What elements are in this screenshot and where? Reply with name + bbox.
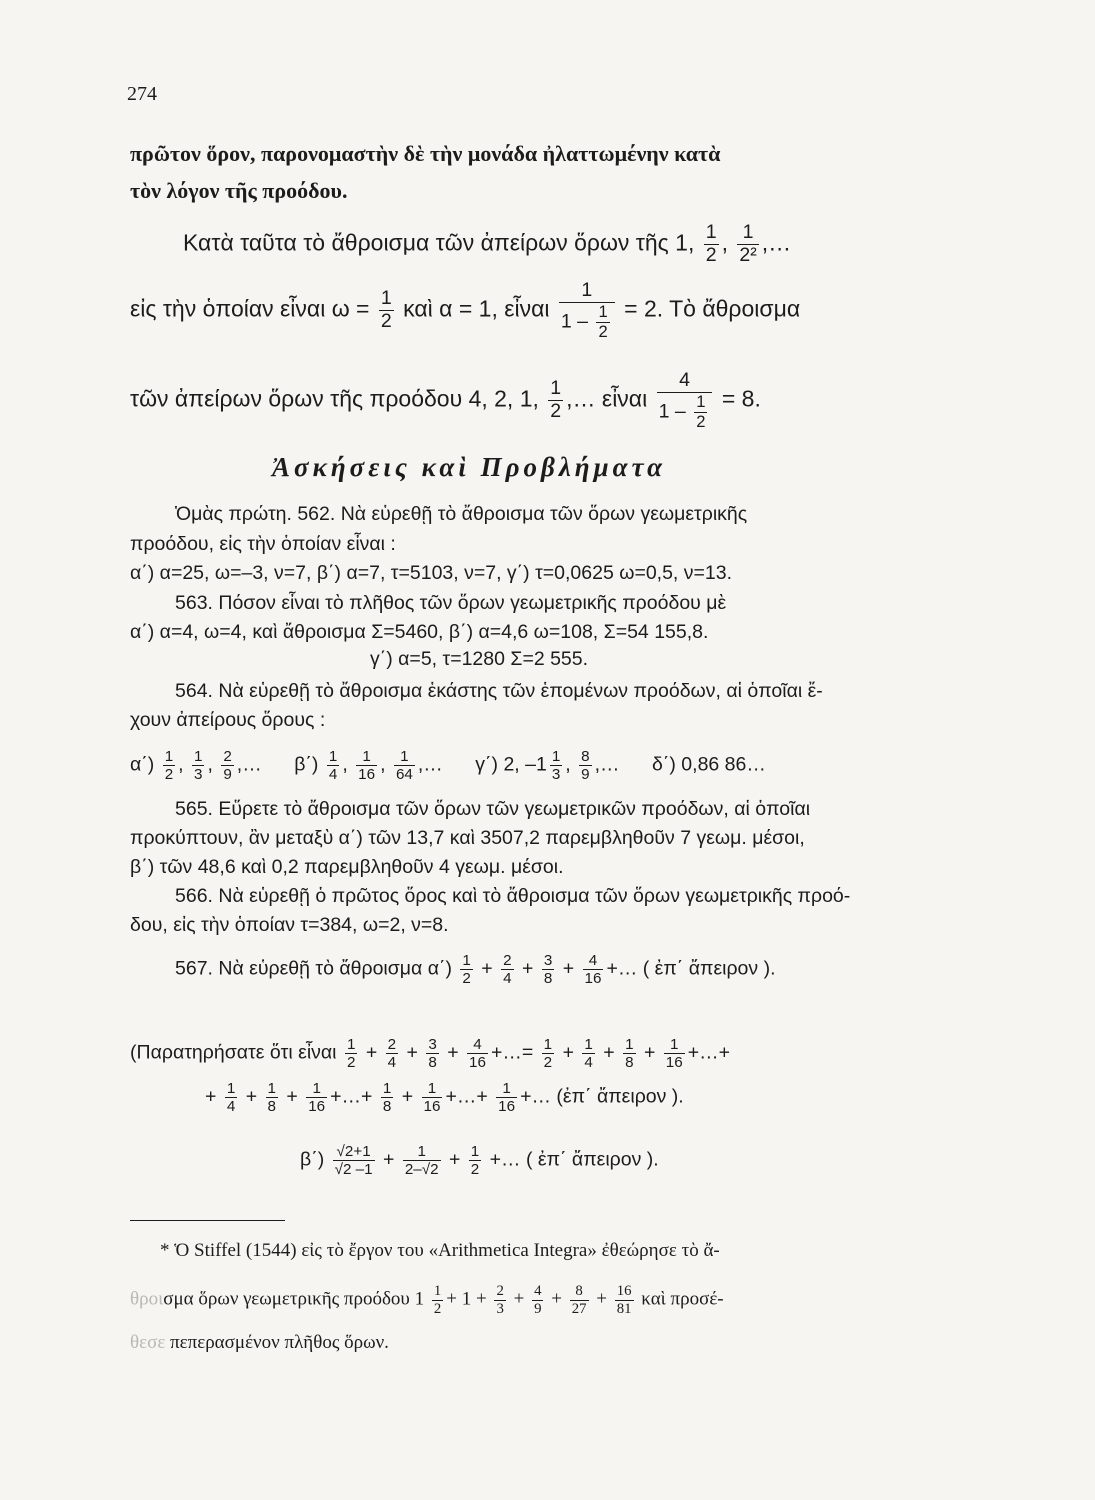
fraction-one-half: $\frac{1}{2}$: [705, 221, 717, 266]
fraction: $\frac{2}{4}$: [503, 952, 512, 988]
footnote-line-1: * Ὁ Stiffel (1544) εἰς τὸ ἔργον του «Arithmetica Integra» ἐθεώρησε τὸ ἄ-: [160, 1240, 720, 1261]
fraction-sum-formula: 4 1 – $\frac{1}{2}$: [657, 370, 713, 431]
fraction: $\frac{1}{64}$: [395, 748, 413, 784]
fraction: $\frac{4}{16}$: [469, 1036, 486, 1072]
fraction: $\frac{1}{16}$: [423, 1080, 441, 1116]
fraction: $\frac{1}{2}$: [164, 748, 174, 784]
exercise-567-line-2: (Παρατηρήσατε ὅτι εἶναι $\frac{1}{2}$ + $\frac{2}{4}$ + $\frac{3}{8}$ + $\frac{4}{16}$ +…= $\frac{1}{2}$ + $\frac{1}{4}$ + $\frac{1}{8}$ + $\frac{1}{16}$ +…+: [130, 1036, 730, 1072]
fraction: $\frac{8}{27}$: [571, 1283, 587, 1317]
exercise-564-series: α΄) $\frac{1}{2}$ , $\frac{1}{3}$ , $\frac{2}{9}$ ,… β΄) $\frac{1}{4}$ , $\frac{1}{16}$ , $\frac{1}{64}$ ,… γ΄) 2, –1 $\frac{1}{3}$ , $\frac{8}{9}$ ,… δ΄) 0,86 86…: [130, 748, 766, 784]
fraction: $\frac{1}{2}$: [433, 1283, 442, 1317]
fraction: $\frac{3}{8}$: [543, 952, 553, 988]
fraction: $\frac{1}{4}$: [226, 1080, 236, 1116]
fraction: $\frac{1}{16}$: [665, 1036, 683, 1072]
fraction: $\frac{1}{2}$: [543, 1036, 553, 1072]
page-number: 274: [127, 83, 157, 105]
fraction: $\frac{1}{8}$: [382, 1080, 392, 1116]
exercise-562-line-1: Ὁμὰς πρώτη. 562. Νὰ εὑρεθῇ τὸ ἄθροισμα τῶν ὅρων γεωμετρικῆς: [175, 503, 748, 525]
fraction-one-half: $\frac{1}{2}$: [550, 377, 562, 423]
exercise-563-line-1: 563. Πόσον εἶναι τὸ πλῆθος τῶν ὅρων γεωμετρικῆς προόδου μὲ: [175, 592, 727, 614]
intro-line-1: πρῶτον ὅρον, παρονομαστὴν δὲ τὴν μονάδα ἠλαττωμένην κατὰ: [130, 141, 721, 166]
exercise-567-line-3: + $\frac{1}{4}$ + $\frac{1}{8}$ + $\frac{1}{16}$ +…+ $\frac{1}{8}$ + $\frac{1}{16}$ +…+ $\frac{1}{16}$ +… (ἐπ΄ ἄπειρον ).: [205, 1080, 684, 1116]
example-line-1-text: Κατὰ ταῦτα τὸ ἄθροισμα τῶν ἀπείρων ὅρων τῆς 1,: [183, 229, 695, 256]
fraction: $\frac{1}{16}$: [498, 1080, 516, 1116]
fraction: $\frac{1}{16}$: [308, 1080, 326, 1116]
exercise-562-line-2: προόδου, εἰς τὴν ὁποίαν εἶναι :: [130, 533, 396, 555]
fraction-sum-formula: 1 1 – $\frac{1}{2}$: [559, 280, 615, 341]
fraction: $\frac{3}{8}$: [428, 1036, 437, 1072]
fraction: $\frac{1}{2}$: [346, 1036, 356, 1072]
exercise-566-line-2: δου, εἰς τὴν ὁποίαν τ=384, ω=2, ν=8.: [130, 914, 449, 936]
fraction-one-over-two-squared: $\frac{1}{\text{2²}}$: [739, 221, 757, 266]
fraction: $\frac{1}{2}$: [462, 952, 471, 988]
fraction: $\frac{1}{8}$: [625, 1036, 634, 1072]
footnote-line-3: θεσε πεπερασμένον πλῆθος ὅρων.: [130, 1332, 389, 1353]
fraction: $\frac{4}{9}$: [534, 1283, 542, 1317]
exercise-562-line-3: α΄) α=25, ω=–3, ν=7, β΄) α=7, τ=5103, ν=7, γ΄) τ=0,0625 ω=0,5, ν=13.: [130, 562, 733, 584]
fraction: $\frac{1}{3}$: [551, 748, 561, 784]
fraction: $\frac{1}{4}$: [584, 1036, 593, 1072]
footnote-rule: [130, 1220, 285, 1221]
example-line-1: Κατὰ ταῦτα τὸ ἄθροισμα τῶν ἀπείρων ὅρων τῆς 1, $\frac{1}{2}$ , $\frac{1}{\text{2²}}$ ,…: [183, 221, 792, 266]
exercise-566-line-1: 566. Νὰ εὑρεθῇ ὁ πρῶτος ὅρος καὶ τὸ ἄθροισμα τῶν ὅρων γεωμετρικῆς προό-: [175, 885, 851, 907]
fraction: $\frac{1}{16}$: [358, 748, 376, 784]
fraction: $\frac{2}{4}$: [387, 1036, 397, 1072]
exercise-565-line-3: β΄) τῶν 48,6 καὶ 0,2 παρεμβληθοῦν 4 γεωμ. μέσοι.: [130, 856, 564, 878]
fraction: $\frac{16}{81}$: [616, 1283, 632, 1317]
fraction: $\frac{8}{9}$: [581, 748, 590, 784]
fraction: $\frac{2}{3}$: [496, 1283, 504, 1317]
example-line-3: τῶν ἀπείρων ὅρων τῆς προόδου 4, 2, 1, $\frac{1}{2}$ ,… εἶναι 4 1 – $\frac{1}{2}$ = 8.: [130, 369, 761, 431]
intro-line-2: τὸν λόγον τῆς προόδου.: [130, 178, 348, 203]
fraction: $\frac{1}{4}$: [328, 748, 338, 784]
fraction: $\frac{1}{2}$: [470, 1143, 480, 1179]
exercise-567-line-4: β΄) $\frac{√2+1}{√2 -1}$ + $\frac{1}{2-√2}$ + $\frac{1}{2}$ +… ( ἐπ΄ ἄπειρον ).: [300, 1143, 659, 1179]
exercise-565-line-1: 565. Εὕρετε τὸ ἄθροισμα τῶν ὅρων τῶν γεωμετρικῶν προόδων, αἱ ὁποῖαι: [175, 798, 811, 820]
footnote-line-2: θροισμα ὅρων γεωμετρικῆς προόδου 1 $\frac{1}{2}$ + 1 + $\frac{2}{3}$ + $\frac{4}{9}$ + $\frac{8}{27}$ + $\frac{16}{81}$ καὶ προσέ-: [130, 1283, 724, 1317]
exercise-564-line-1: 564. Νὰ εὑρεθῇ τὸ ἄθροισμα ἑκάστης τῶν ἑπομένων προόδων, αἱ ὁποῖαι ἔ-: [175, 680, 823, 702]
exercise-563-line-3: γ΄) α=5, τ=1280 Σ=2 555.: [370, 648, 589, 670]
example-line-2: εἰς τὴν ὁποίαν εἶναι ω = $\frac{1}{2}$ καὶ α = 1, εἶναι 1 1 – $\frac{1}{2}$ = 2. Τὸ ἄθροισμα: [130, 279, 801, 341]
exercise-565-line-2: προκύπτουν, ἂν μεταξὺ α΄) τῶν 13,7 καὶ 3507,2 παρεμβληθοῦν 7 γεωμ. μέσοι,: [130, 827, 805, 849]
fraction: $\frac{√2+1}{√2 -1}$: [334, 1143, 373, 1179]
exercise-564-line-2: χουν ἀπείρους ὅρους :: [130, 709, 326, 731]
fraction: $\frac{4}{16}$: [584, 952, 602, 988]
fraction: $\frac{1}{3}$: [194, 748, 203, 784]
fraction-one-half: $\frac{1}{2}$: [380, 287, 392, 333]
exercise-563-line-2: α΄) α=4, ω=4, καὶ ἄθροισμα Σ=5460, β΄) α=4,6 ω=108, Σ=54 155,8.: [130, 621, 709, 643]
fraction: $\frac{1}{8}$: [267, 1080, 276, 1116]
exercise-567-line-1: 567. Νὰ εὑρεθῇ τὸ ἄθροισμα α΄) $\frac{1}{2}$ + $\frac{2}{4}$ + $\frac{3}{8}$ + $\frac{4}{16}$ +… ( ἐπ΄ ἄπειρον ).: [175, 952, 776, 988]
fraction: $\frac{2}{9}$: [223, 748, 232, 784]
section-heading: Ἀσκήσεις καὶ Προβλήματα: [272, 452, 667, 482]
fraction: $\frac{1}{2-√2}$: [404, 1143, 439, 1179]
